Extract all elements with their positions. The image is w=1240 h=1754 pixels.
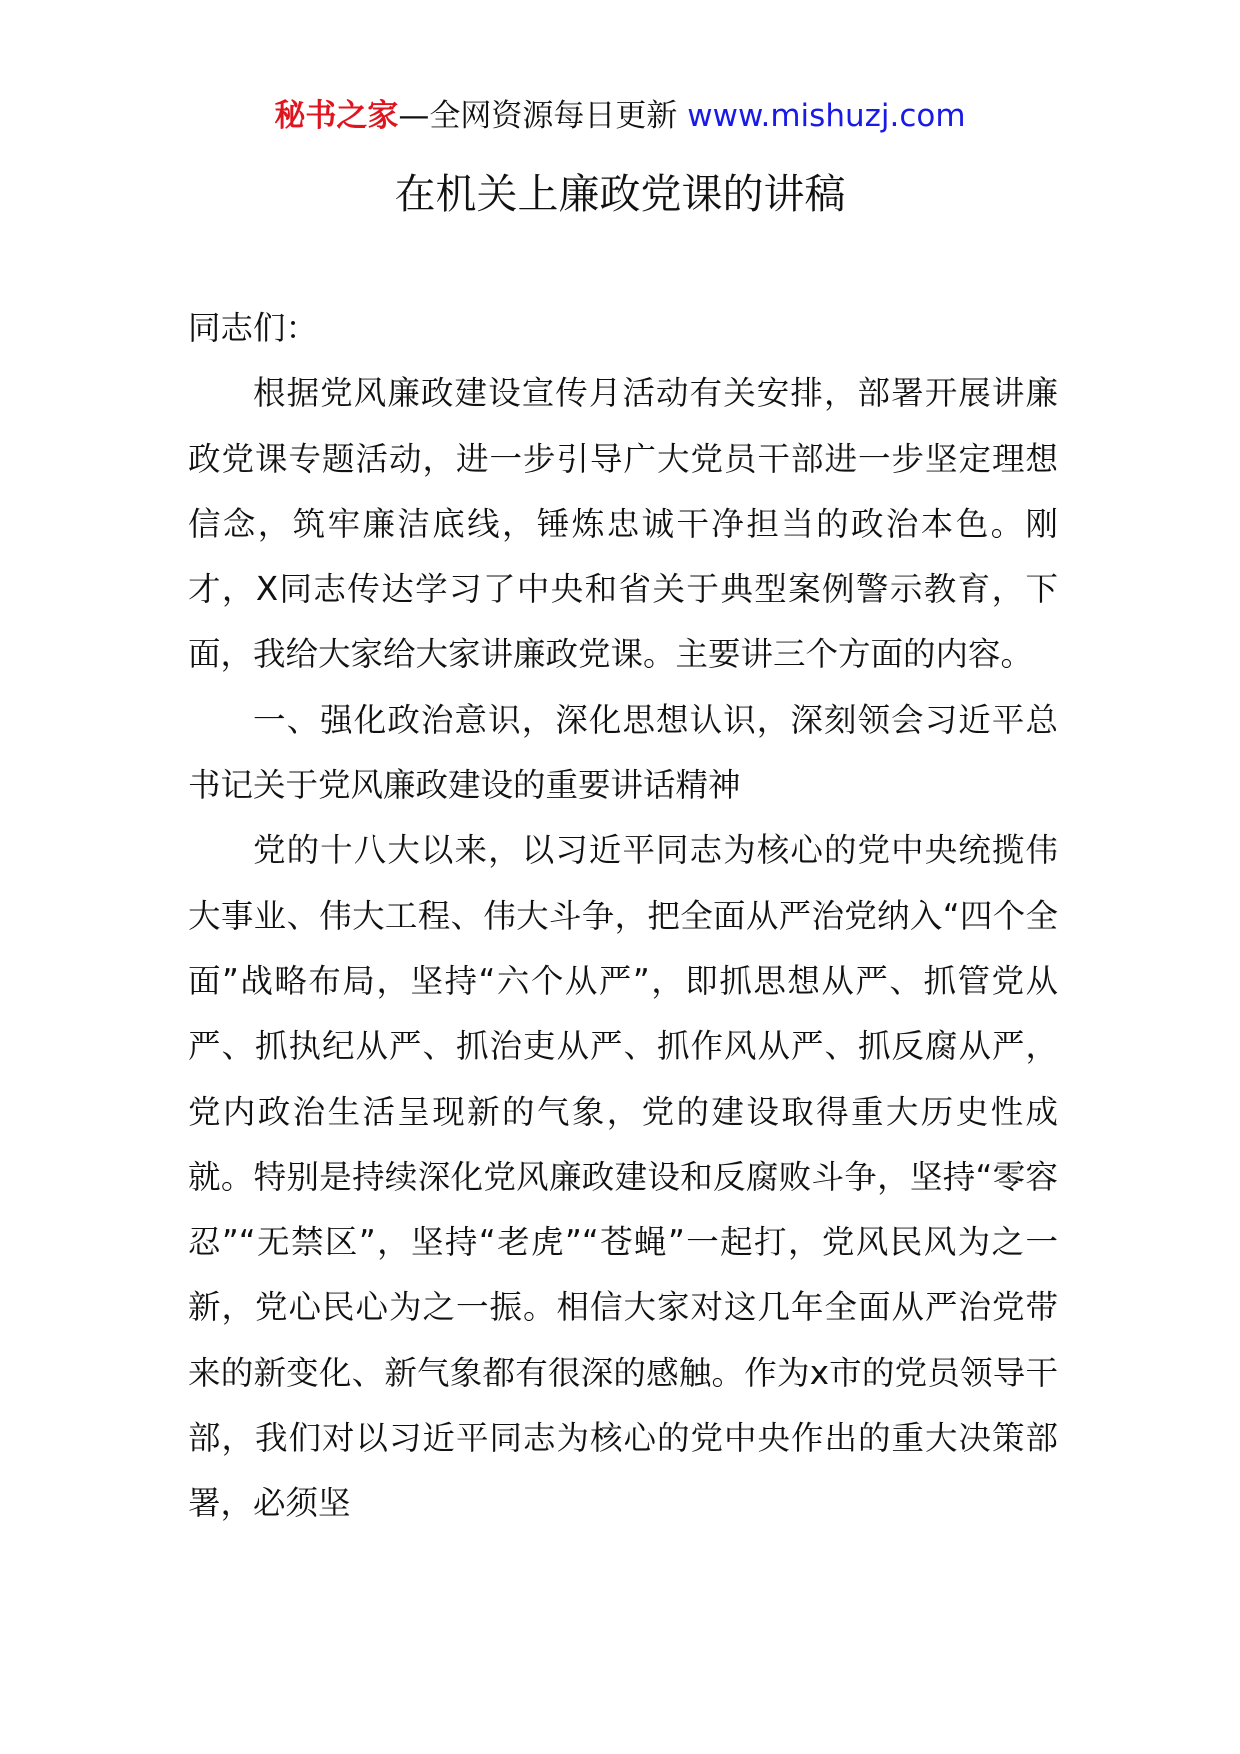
- document-title: 在机关上廉政党课的讲稿: [394, 170, 846, 218]
- header-tagline: —全网资源每日更新: [398, 98, 678, 134]
- document-body: [188, 296, 1058, 1537]
- section-1-paragraph: 党的十八大以来，以习近平同志为核心的党中央统揽伟大事业、伟大工程、伟大斗争，把全面从严治党纳入“四个全面”战略布局，坚持“六个从严”，即抓思想从严、抓管党从严、抓执纪从严、抓治吏从严、抓作风从严、抓反腐从严，党内政治生活呈现新的气象，党的建设取得重大历史性成就。特别是持续深化党风廉政建设和反腐败斗争，坚持“零容忍”“无禁区”，坚持“老虎”“苍蝇”一起打，党风民风为之一新，党心民心为之一振。相信大家对这几年全面从严治党带来的新变化、新气象都有很深的感触。作为x市的党员领导干部，我们对以习近平同志为核心的党中央作出的重大决策部署，必须坚: [188, 831, 1058, 1523]
- site-header: [0, 96, 1240, 136]
- salutation: 同志们：: [188, 309, 319, 347]
- intro-paragraph: 根据党风廉政建设宣传月活动有关安排，部署开展讲廉政党课专题活动，进一步引导广大党员干部进一步坚定理想信念，筑牢廉洁底线，锤炼忠诚干净担当的政治本色。刚才，X同志传达学习了中央和省关于典型案例警示教育，下面，我给大家给大家讲廉政党课。主要讲三个方面的内容。: [188, 374, 1058, 674]
- brand-name: 秘书之家: [274, 98, 399, 134]
- site-url-link[interactable]: www.mishuzj.com: [687, 98, 966, 134]
- section-heading-1: 一、强化政治意识，深化思想认识，深刻领会习近平总书记关于党风廉政建设的重要讲话精神: [188, 700, 1058, 805]
